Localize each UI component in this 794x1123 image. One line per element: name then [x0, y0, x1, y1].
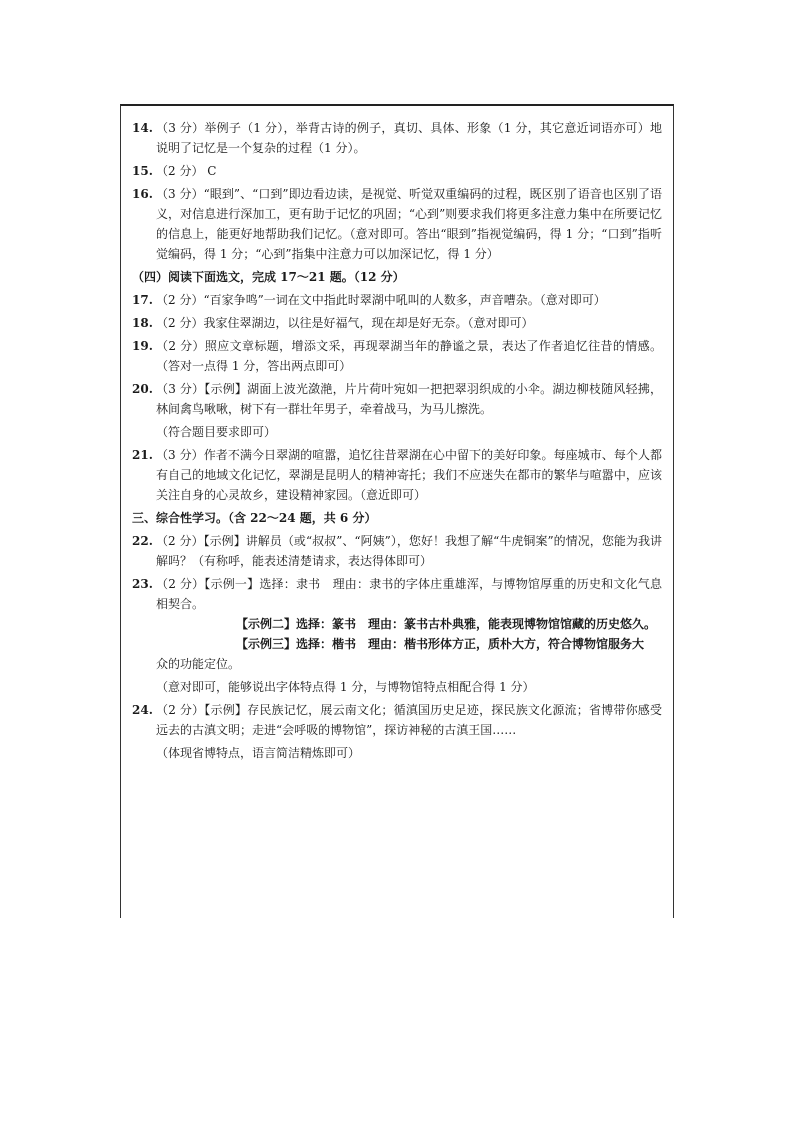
question-number: 19.: [132, 339, 153, 353]
answer-22: [132, 531, 662, 571]
answer-text: （3 分）【示例】湖面上波光潋滟，片片荷叶宛如一把把翠羽织成的小伞。湖边柳枝随风轻拂，林间禽鸟啾啾，树下有一群壮年男子，牵着战马，为马儿擦洗。: [156, 382, 662, 416]
answer-text: （3 分）“眼到”、“口到”即边看边读，是视觉、听觉双重编码的过程，既区别了语音也区别了语义，对信息进行深加工，更有助于记忆的巩固；“心到”则要求我们将更多注意力集中在所要记忆的信息上，能更好地帮助我们记忆。（意对即可。答出“眼到”指视觉编码，得 1 分；“口到”指听觉编码，得 1 分；“心到”指集中注意力可以加深记忆，得 1 分）: [156, 187, 662, 261]
question-number: 23.: [132, 577, 153, 591]
question-number: 24.: [132, 703, 153, 717]
answer-text: （2 分） C: [156, 164, 217, 178]
question-number: 17.: [132, 293, 153, 307]
section-heading-4: （四）阅读下面选文，完成 17～21 题。（12 分）: [132, 270, 405, 284]
answer-20-note: （符合题目要求即可）: [156, 425, 277, 439]
answer-text: （2 分）“百家争鸣”一词在文中指此时翠湖中吼叫的人数多，声音嘈杂。（意对即可）: [156, 293, 606, 307]
answer-text: （2 分）我家住翠湖边，以往是好福气，现在却是好无奈。（意对即可）: [156, 316, 534, 330]
answer-text: （2 分）照应文章标题，增添文采，再现翠湖当年的静谧之景，表达了作者追忆往昔的情感。（答对一点得 1 分，答出两点即可）: [156, 339, 662, 373]
example-3: 【示例三】选择：楷书 理由：楷书形体方正，质朴大方，符合博物馆服务大: [236, 637, 645, 651]
answer-text: （3 分）举例子（1 分），举背古诗的例子，真切、具体、形象（1 分，其它意近词语亦可）地说明了记忆是一个复杂的过程（1 分）。: [156, 121, 662, 155]
question-number: 15.: [132, 164, 153, 178]
question-number: 18.: [132, 316, 153, 330]
answer-text: （2 分）【示例】存民族记忆，展云南文化；循滇国历史足迹，探民族文化源流；省博带你感受远去的古滇文明；走进“会呼吸的博物馆”，探访神秘的古滇王国……: [156, 703, 662, 737]
answer-24-note: （体现省博特点，语言简洁精炼即可）: [156, 746, 361, 760]
question-number: 21.: [132, 448, 153, 462]
answer-text: （2 分）【示例一】选择：隶书 理由：隶书的字体庄重雄浑，与博物馆厚重的历史和文化气息相契合。: [156, 577, 662, 611]
answer-24: [132, 700, 662, 740]
answer-text: （3 分）作者不满今日翠湖的喧嚣，追忆往昔翠湖在心中留下的美好印象。每座城市、每个人都有自己的地域文化记忆，翠湖是昆明人的精神寄托；我们不应迷失在都市的繁华与喧嚣中，应该关注自身的心灵故乡，建设精神家园。（意近即可）: [156, 448, 662, 502]
answer-content: [132, 118, 662, 766]
example-2: 【示例二】选择：篆书 理由：篆书古朴典雅，能表现博物馆馆藏的历史悠久。: [236, 617, 657, 631]
question-number: 14.: [132, 121, 153, 135]
answer-18: [132, 313, 662, 333]
answer-15: [132, 161, 662, 181]
answer-23-note: （意对即可，能够说出字体特点得 1 分，与博物馆特点相配合得 1 分）: [156, 680, 535, 694]
answer-19: [132, 336, 662, 376]
answer-16: [132, 184, 662, 264]
section-heading-3: 三、综合性学习。（含 22～24 题，共 6 分）: [132, 511, 377, 525]
answer-20: [132, 379, 662, 419]
answer-text: （2 分）【示例】讲解员（或“叔叔”、“阿姨”），您好！我想了解“牛虎铜案”的情况，您能为我讲解吗？（有称呼，能表述清楚请求，表达得体即可）: [156, 534, 662, 568]
answer-14: [132, 118, 662, 158]
answer-17: [132, 290, 662, 310]
answer-23: [132, 574, 662, 674]
answer-21: [132, 445, 662, 505]
question-number: 20.: [132, 382, 153, 396]
question-number: 16.: [132, 187, 153, 201]
question-number: 22.: [132, 534, 153, 548]
example-3-continued: 众的功能定位。: [156, 657, 241, 671]
